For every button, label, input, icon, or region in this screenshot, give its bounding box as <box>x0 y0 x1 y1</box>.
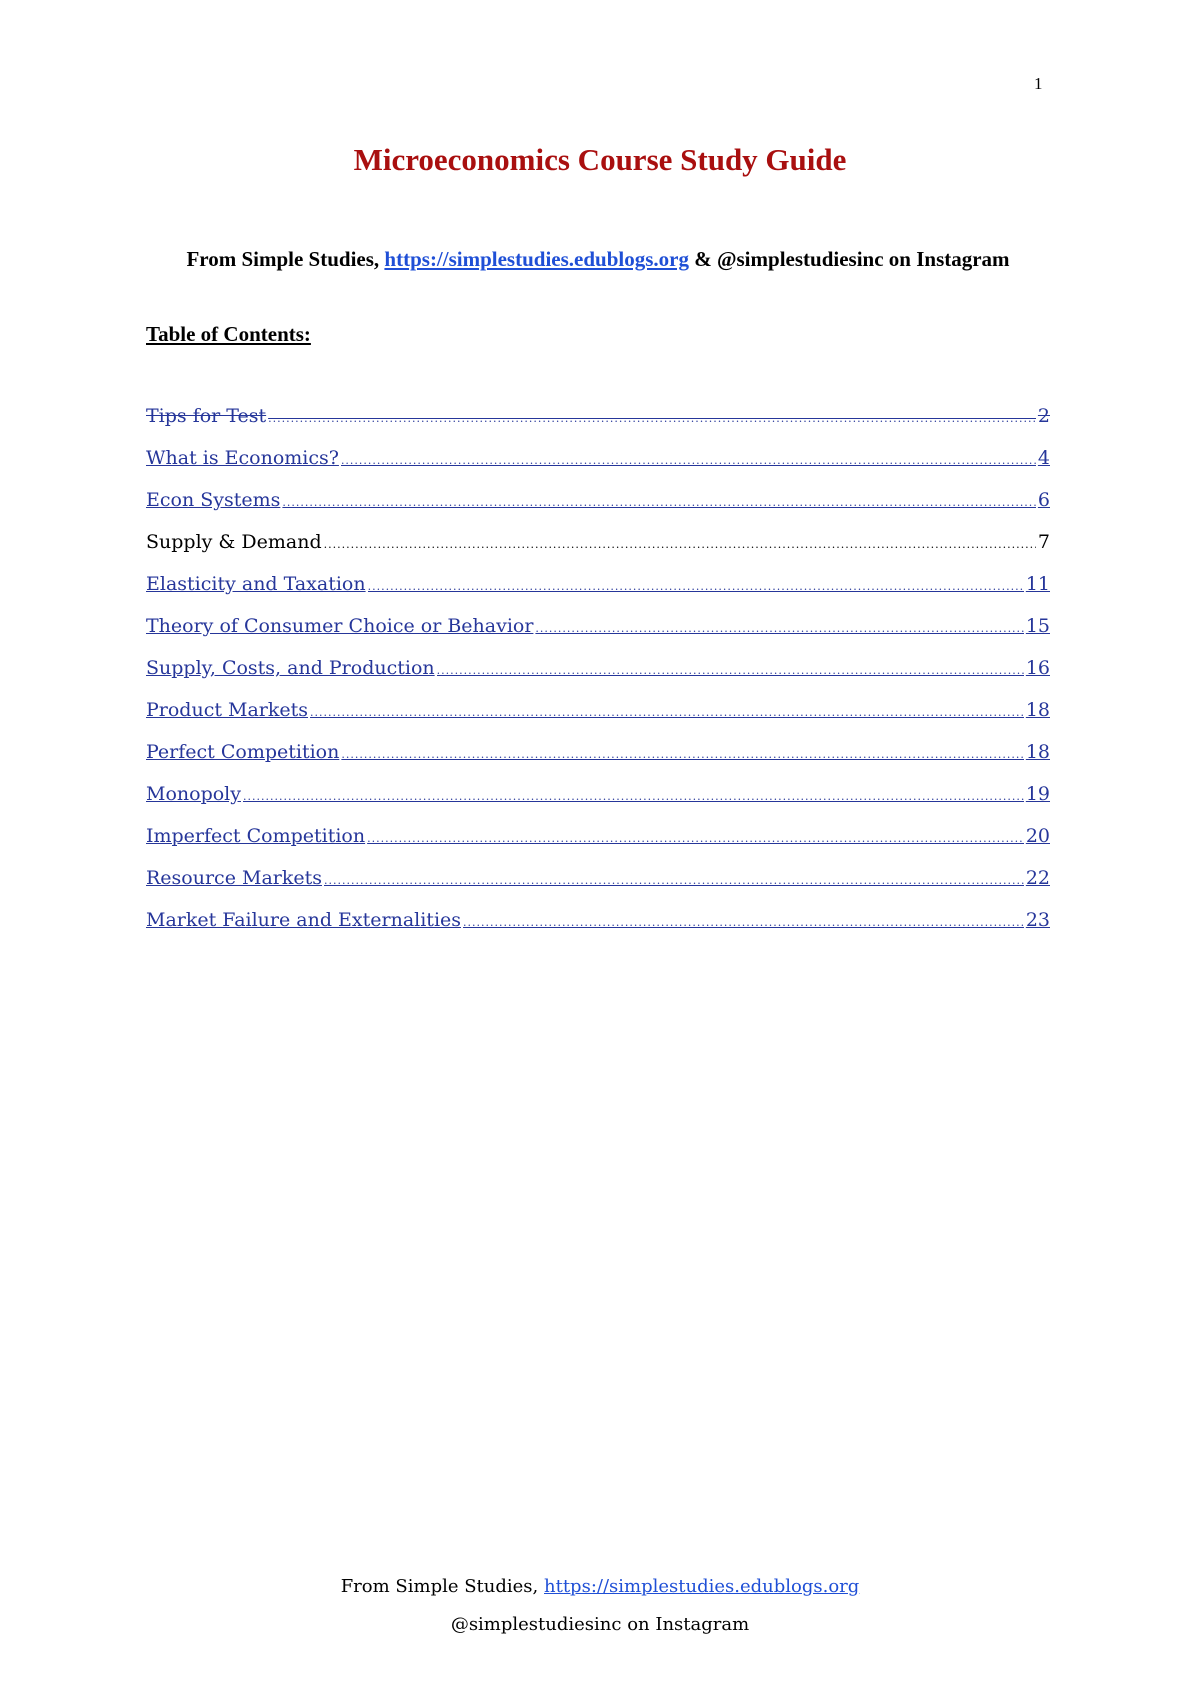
subtitle-prefix: From Simple Studies, <box>186 247 385 271</box>
toc-leader <box>535 622 1023 635</box>
toc-entry-label: Monopoly <box>146 783 241 805</box>
toc-leader <box>310 706 1024 719</box>
toc-entry-page: 16 <box>1025 657 1050 679</box>
toc-leader <box>243 790 1024 803</box>
document-subtitle <box>146 238 1050 280</box>
footer-prefix: From Simple Studies, <box>340 1576 544 1597</box>
footer-link[interactable]: https://simplestudies.edublogs.org <box>544 1576 860 1597</box>
toc-entry-page: 20 <box>1025 825 1050 847</box>
toc-leader <box>282 496 1036 509</box>
toc-entry-label: Market Failure and Externalities <box>146 909 462 931</box>
footer-line-2: @simplestudiesinc on Instagram <box>450 1614 750 1635</box>
toc-entry-label: Imperfect Competition <box>146 825 366 847</box>
toc-entry[interactable] <box>146 741 1050 783</box>
toc-entry-page: 11 <box>1025 573 1050 595</box>
toc-entry-label: Tips for Test <box>146 405 267 427</box>
toc-leader <box>368 580 1024 593</box>
toc-entry[interactable] <box>146 531 1050 573</box>
toc-entry-page: 7 <box>1037 531 1050 553</box>
toc-entry[interactable] <box>146 405 1050 447</box>
toc-entry-label: Supply, Costs, and Production <box>146 657 435 679</box>
toc-entry[interactable] <box>146 825 1050 867</box>
toc-entry-label: Supply & Demand <box>146 531 322 553</box>
toc-entry-page: 18 <box>1025 741 1050 763</box>
toc-entry-label: Resource Markets <box>146 867 322 889</box>
toc-leader <box>437 664 1024 677</box>
subtitle-suffix: & @simplestudiesinc on Instagram <box>688 247 1010 271</box>
toc-entry[interactable] <box>146 573 1050 615</box>
toc-entry-page: 18 <box>1025 699 1050 721</box>
toc-entry-label: Product Markets <box>146 699 309 721</box>
toc-entry-label: Elasticity and Taxation <box>146 573 366 595</box>
toc-leader <box>324 874 1024 887</box>
toc-entry-label: Theory of Consumer Choice or Behavior <box>146 615 534 637</box>
document-title: Microeconomics Course Study Guide <box>353 142 847 177</box>
toc-leader <box>341 748 1023 761</box>
toc-leader <box>463 916 1024 929</box>
toc-entry[interactable] <box>146 699 1050 741</box>
table-of-contents <box>146 405 1050 951</box>
toc-entry[interactable] <box>146 867 1050 909</box>
toc-entry[interactable] <box>146 657 1050 699</box>
toc-entry[interactable] <box>146 489 1050 531</box>
page-number: 1 <box>1034 74 1043 93</box>
toc-entry[interactable] <box>146 615 1050 657</box>
toc-entry-page: 22 <box>1025 867 1050 889</box>
toc-leader <box>324 538 1036 551</box>
toc-entry-page: 2 <box>1037 405 1050 427</box>
toc-entry-label: Econ Systems <box>146 489 281 511</box>
subtitle-link[interactable]: https://simplestudies.edublogs.org <box>384 247 689 271</box>
toc-entry[interactable] <box>146 909 1050 951</box>
toc-entry-label: Perfect Competition <box>146 741 340 763</box>
toc-entry-label: What is Economics? <box>146 447 339 469</box>
page-footer <box>0 1568 1200 1644</box>
toc-entry[interactable] <box>146 447 1050 489</box>
toc-entry[interactable] <box>146 783 1050 825</box>
toc-entry-page: 4 <box>1037 447 1050 469</box>
toc-entry-page: 6 <box>1037 489 1050 511</box>
toc-heading: Table of Contents: <box>146 322 311 346</box>
toc-entry-page: 15 <box>1025 615 1050 637</box>
toc-leader <box>367 832 1024 845</box>
toc-entry-page: 19 <box>1025 783 1050 805</box>
toc-leader <box>341 454 1036 467</box>
toc-leader <box>268 412 1036 425</box>
footer-line-1 <box>0 1568 1200 1606</box>
toc-entry-page: 23 <box>1025 909 1050 931</box>
